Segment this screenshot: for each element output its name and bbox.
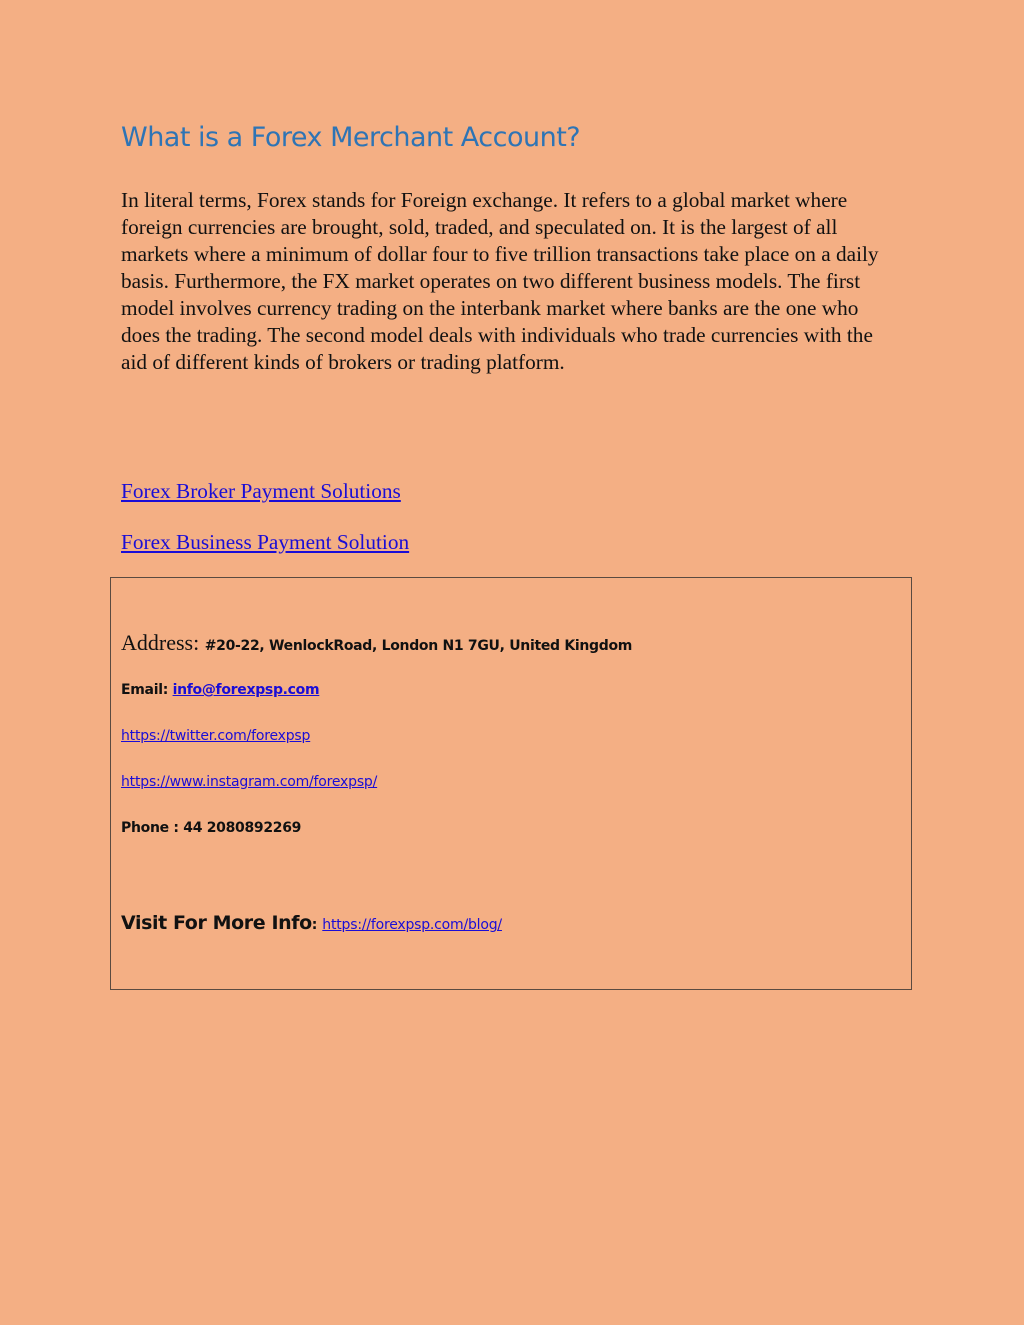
twitter-row <box>121 728 310 744</box>
broker-payment-link-line <box>121 478 401 505</box>
phone-number: Phone : 44 2080892269 <box>121 820 302 836</box>
email-label: Email: <box>121 682 173 698</box>
email-link[interactable]: info@forexpsp.com <box>172 682 320 698</box>
business-payment-link-line <box>121 529 409 556</box>
address-value: #20-22, WenlockRoad, London N1 7GU, United Kingdom <box>204 638 633 654</box>
address-label: Address: <box>121 630 205 655</box>
intro-paragraph: In literal terms, Forex stands for Foreign exchange. It refers to a global market where foreign currencies are brought, sold, traded, and speculated on. It is the largest of all markets where a minimum of dollar four to five trillion transactions take place on a daily basis. Furthermore, the FX market operates on two different business models. The first model involves currency trading on the interbank market where banks are the one who does the trading. The second model deals with individuals who trade currencies with the aid of different kinds of brokers or trading platform. <box>121 188 879 374</box>
instagram-row <box>121 774 377 790</box>
contact-box <box>110 577 912 990</box>
page-title: What is a Forex Merchant Account? <box>121 122 581 153</box>
blog-link[interactable]: https://forexpsp.com/blog/ <box>322 917 502 933</box>
twitter-link[interactable]: https://twitter.com/forexpsp <box>121 728 311 744</box>
email-row <box>121 682 319 698</box>
visit-colon: : <box>311 917 323 933</box>
visit-label: Visit For More Info <box>121 912 312 934</box>
address-row <box>121 630 632 656</box>
instagram-link[interactable]: https://www.instagram.com/forexpsp/ <box>121 774 378 790</box>
visit-row <box>121 912 502 934</box>
forex-business-payment-link[interactable]: Forex Business Payment Solution <box>121 530 410 554</box>
forex-broker-payment-link[interactable]: Forex Broker Payment Solutions <box>121 479 401 503</box>
